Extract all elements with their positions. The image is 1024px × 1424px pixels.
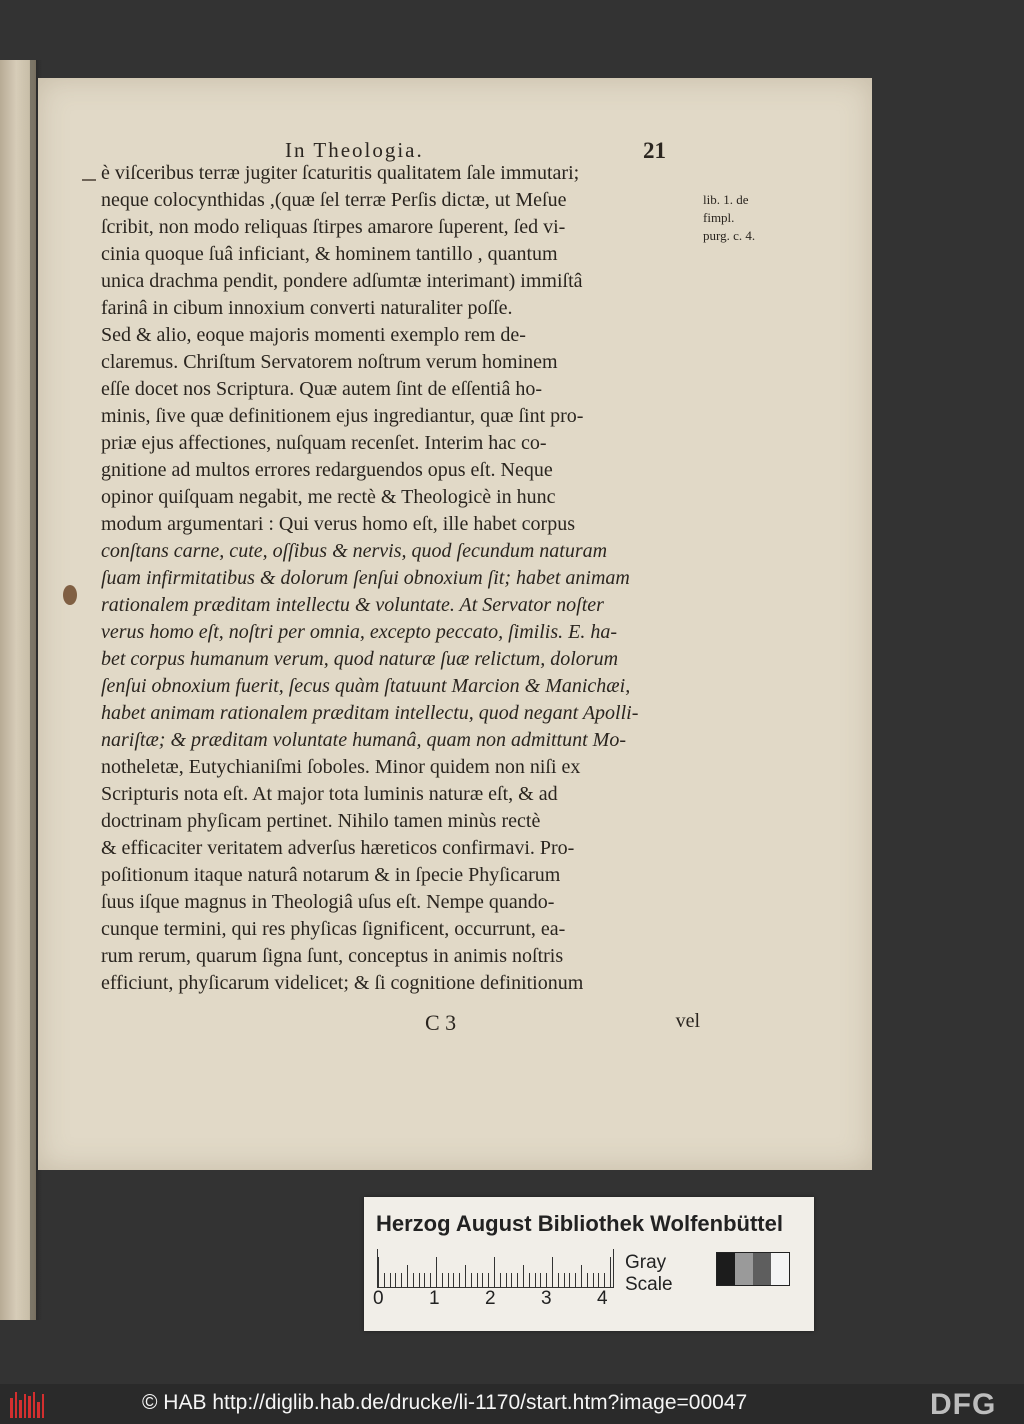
ruler-tick xyxy=(569,1273,570,1287)
page-number: 21 xyxy=(643,138,666,163)
ruler-tick xyxy=(546,1273,547,1287)
margin-note xyxy=(703,191,773,245)
text-line: rationalem præditam intellectu & voluntate. At Servator noſter xyxy=(101,594,604,616)
ruler-tick xyxy=(564,1273,565,1287)
text-line: nariſtæ; & præditam voluntate humanâ, quam non admittunt Mo- xyxy=(101,729,626,751)
text-line: Sed & alio, eoque majoris momenti exemplo rem de- xyxy=(101,324,526,346)
text-line: conſtans carne, cute, oſſibus & nervis, quod ſecundum naturam xyxy=(101,540,608,562)
text-line: habet animam rationalem præditam intellectu, quod negant Apolli- xyxy=(101,702,639,724)
ruler-number: 3 xyxy=(541,1288,552,1309)
text-line: poſitionum itaque naturâ notarum & in ſpecie Phyſicarum xyxy=(101,864,561,886)
ruler-number: 1 xyxy=(429,1288,440,1309)
logo-bar xyxy=(42,1394,45,1418)
ruler-tick xyxy=(482,1273,483,1287)
body-text xyxy=(101,160,698,997)
ink-stain xyxy=(63,585,77,605)
text-line: minis, ſive quæ definitionem ejus ingrediantur, quæ ſint pro- xyxy=(101,405,584,427)
logo-bar xyxy=(15,1392,18,1418)
ruler-tick xyxy=(604,1273,605,1287)
gray-scale-swatches xyxy=(716,1252,790,1286)
text-line: cinia quoque ſuâ inficiant, & hominem tantillo , quantum xyxy=(101,243,558,265)
ruler-numbers xyxy=(373,1288,633,1314)
ruler-tick xyxy=(506,1273,507,1287)
ruler-tick xyxy=(424,1273,425,1287)
ruler-tick xyxy=(610,1257,611,1287)
text-line: gnitione ad multos errores redarguendos opus eſt. Neque xyxy=(101,459,553,481)
ruler-tick xyxy=(587,1273,588,1287)
ruler-tick xyxy=(378,1257,379,1287)
gray-swatch xyxy=(753,1253,771,1285)
ruler-tick xyxy=(453,1273,454,1287)
ruler-tick xyxy=(511,1273,512,1287)
ruler-tick xyxy=(581,1265,582,1287)
text-line: Scripturis nota eſt. At major tota luminis naturæ eſt, & ad xyxy=(101,783,558,805)
ruler-tick xyxy=(459,1273,460,1287)
margin-dash xyxy=(82,179,96,181)
dfg-logo: DFG xyxy=(930,1388,997,1421)
ruler-tick xyxy=(436,1257,437,1287)
signature-line xyxy=(425,1010,700,1040)
logo-bar xyxy=(19,1400,22,1418)
ruler-tick xyxy=(430,1273,431,1287)
gray-swatch xyxy=(717,1253,735,1285)
ruler-tick xyxy=(448,1273,449,1287)
ruler-tick xyxy=(384,1273,385,1287)
footer-credit: © HAB http://diglib.hab.de/drucke/li-1170/start.htm?image=00047 xyxy=(142,1391,748,1414)
color-calibration-card xyxy=(364,1197,814,1331)
ruler-tick xyxy=(558,1273,559,1287)
ruler-tick xyxy=(413,1273,414,1287)
running-head: In Theologia. xyxy=(285,138,424,162)
ruler-tick xyxy=(494,1257,495,1287)
text-line: ſcribit, non modo reliquas ſtirpes amarore ſuperent, ſed vi- xyxy=(101,216,566,238)
signature-mark: C 3 xyxy=(425,1010,457,1035)
text-line: è viſceribus terræ jugiter ſcaturitis qualitatem ſale immutari; xyxy=(101,162,580,184)
ruler-tick xyxy=(407,1265,408,1287)
text-line: doctrinam phyſicam pertinet. Nihilo tamen minùs rectè xyxy=(101,810,541,832)
text-line: verus homo eſt, noſtri per omnia, excepto peccato, ſimilis. E. ha- xyxy=(101,621,618,643)
text-line: efficiunt, phyſicarum videlicet; & ſi cognitione definitionum xyxy=(101,972,584,994)
ruler-tick xyxy=(419,1273,420,1287)
text-line: unica drachma pendit, pondere adſumtæ interimant) immiſtâ xyxy=(101,270,583,292)
text-line: opinor quiſquam negabit, me rectè & Theologicè in hunc xyxy=(101,486,556,508)
text-line: ſuam infirmitatibus & dolorum ſenſui obnoxium ſit; habet animam xyxy=(101,567,630,589)
text-line: claremus. Chriſtum Servatorem noſtrum verum hominem xyxy=(101,351,558,373)
text-line: notheletæ, Eutychianiſmi ſoboles. Minor quidem non niſi ex xyxy=(101,756,581,778)
footer-bar xyxy=(0,1384,1024,1424)
gray-swatch xyxy=(735,1253,753,1285)
ruler-tick xyxy=(523,1265,524,1287)
ruler-tick xyxy=(517,1273,518,1287)
margin-note-line: purg. c. 4. xyxy=(703,228,756,243)
ruler-tick xyxy=(575,1273,576,1287)
text-line: neque colocynthidas ,(quæ ſel terræ Perſis dictæ, ut Meſue xyxy=(101,189,567,211)
ruler-tick xyxy=(552,1257,553,1287)
ruler-tick xyxy=(401,1273,402,1287)
gray-swatch xyxy=(771,1253,789,1285)
ruler-tick xyxy=(540,1273,541,1287)
text-line: priæ ejus affectiones, nuſquam recenſet. Interim hac co- xyxy=(101,432,547,454)
logo-bar xyxy=(10,1398,13,1418)
text-line: bet corpus humanum verum, quod naturæ ſuæ relictum, dolorum xyxy=(101,648,619,670)
ruler-tick xyxy=(471,1273,472,1287)
ruler-tick xyxy=(390,1273,391,1287)
text-line: & efficaciter veritatem adverſus hæreticos confirmavi. Pro- xyxy=(101,837,575,859)
ruler-tick xyxy=(535,1273,536,1287)
ruler-tick xyxy=(529,1273,530,1287)
logo-bar xyxy=(37,1402,40,1418)
text-line: rum rerum, quarum ſigna ſunt, conceptus in animis noſtris xyxy=(101,945,564,967)
text-line: eſſe docet nos Scriptura. Quæ autem ſint de eſſentiâ ho- xyxy=(101,378,542,400)
text-line: farinâ in cibum innoxium converti naturaliter poſſe. xyxy=(101,297,513,319)
margin-note-line: lib. 1. de xyxy=(703,192,749,207)
ruler-tick xyxy=(598,1273,599,1287)
ruler-tick xyxy=(593,1273,594,1287)
logo-bar xyxy=(33,1392,36,1418)
hab-logo-icon xyxy=(10,1392,44,1418)
ruler-number: 2 xyxy=(485,1288,496,1309)
ruler-tick xyxy=(500,1273,501,1287)
ruler-number: 4 xyxy=(597,1288,608,1309)
ruler-tick xyxy=(477,1273,478,1287)
margin-note-line: fimpl. xyxy=(703,210,735,225)
ruler-tick xyxy=(465,1265,466,1287)
gray-scale-label: Gray Scale xyxy=(625,1252,673,1295)
ruler-scale xyxy=(377,1249,614,1288)
ruler-tick xyxy=(488,1273,489,1287)
ruler-tick xyxy=(442,1273,443,1287)
text-line: cunque termini, qui res phyſicas ſignificent, occurrunt, ea- xyxy=(101,918,566,940)
card-title: Herzog August Bibliothek Wolfenbüttel xyxy=(376,1211,783,1236)
logo-bar xyxy=(24,1394,27,1418)
catchword: vel xyxy=(675,1010,700,1032)
ruler-tick xyxy=(395,1273,396,1287)
text-line: ſenſui obnoxium fuerit, ſecus quàm ſtatuunt Marcion & Manichæi, xyxy=(101,675,631,697)
ruler-number: 0 xyxy=(373,1288,384,1309)
text-line: modum argumentari : Qui verus homo eſt, ille habet corpus xyxy=(101,513,575,535)
text-line: ſuus iſque magnus in Theologiâ uſus eſt. Nempe quando- xyxy=(101,891,555,913)
logo-bar xyxy=(28,1396,31,1418)
